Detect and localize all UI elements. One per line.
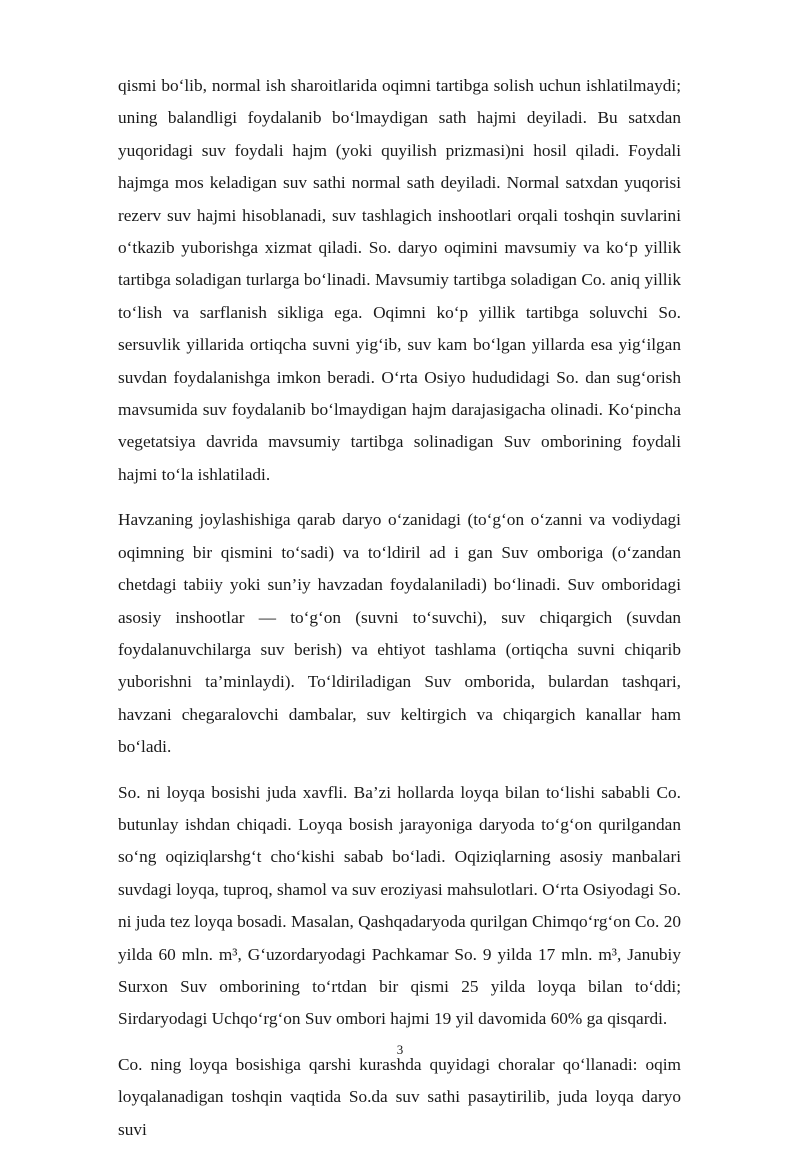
paragraph-1: qismi boʻlib, normal ish sharoitlarida oqimni tartibga solish uchun ishlatilmaydi; uning balandligi foydalanib boʻlmaydigan sath hajmi deyiladi. Bu satxdan yuqoridagi suv foydali hajm (yoki quyilish prizmasi)ni hosil qiladi. Foydali hajmga mos keladigan suv sathi normal sath deyiladi. Normal satxdan yuqorisi rezerv suv hajmi hisoblanadi, suv tashlagich inshootlari orqali toshqin suvlarini oʻtkazib yuborishga xizmat qiladi. So. daryo oqimini mavsumiy va koʻp yillik tartibga soladigan turlarga boʻlinadi. Mavsumiy tartibga soladigan Co. aniq yillik toʻlish va sarflanish sikliga ega. Oqimni koʻp yillik tartibga soluvchi So. sersuvlik yillarida ortiqcha suvni yigʻib, suv kam boʻlgan yillarda esa yigʻilgan suvdan foydalanishga imkon beradi. Oʻrta Osiyo hududidagi So. dan sugʻorish mavsumida suv foydalanib boʻlmaydigan hajm darajasigacha olinadi. Koʻpincha vegetatsiya davrida mavsumiy tartibga solinadigan Suv omborining foydali hajmi toʻla ishlatiladi.	[118, 76, 681, 484]
paragraph-4: Co. ning loyqa bosishiga qarshi kurashda quyidagi choralar qoʻllanadi: oqim loyqalanadigan toshqin vaqtida So.da suv sathi pasaytirilib, juda loyqa daryo suvi	[118, 1054, 681, 1139]
page-number: 3	[396, 1042, 404, 1057]
document-body	[118, 70, 681, 1159]
paragraph-2: Havzaning joylashishiga qarab daryo oʻzanidagi (toʻgʻon oʻzanni va vodiydagi oqimning bir qismini toʻsadi) va toʻldiril ad i gan Suv omboriga (oʻzandan chetdagi tabiiy yoki sun’iy havzadan foydalaniladi) boʻlinadi. Suv omboridagi asosiy inshootlar — toʻgʻon (suvni toʻsuvchi), suv chiqargich (suvdan foydalanuvchilarga suv berish) va ehtiyot tashlama (ortiqcha suvni chiqarib yuborishni ta’minlaydi). Toʻldiriladigan Suv omborida, bulardan tashqari, havzani chegaralovchi dambalar, suv keltirgich va chiqargich kanallar ham boʻladi.	[118, 510, 681, 757]
paragraph-3: So. ni loyqa bosishi juda xavfli. Ba’zi hollarda loyqa bilan toʻlishi sababli Co. butunlay ishdan chiqadi. Loyqa bosish jarayoniga daryoda toʻgʻon qurilgandan soʻng oqiziqlarshgʻt choʻkishi sabab boʻladi. Oqiziqlarning asosiy manbalari suvdagi loyqa, tuproq, shamol va suv eroziyasi mahsulotlari. Oʻrta Osiyodagi So. ni juda tez loyqa bosadi. Masalan, Qashqadaryoda qurilgan Chimqoʻrgʻon Co. 20 yilda 60 mln. m³, Gʻuzordaryodagi Pachkamar So. 9 yilda 17 mln. m³, Janubiy Surxon Suv omborining toʻrtdan bir qismi 25 yilda loyqa bilan toʻddi; Sirdaryodagi Uchqoʻrgʻon Suv ombori hajmi 19 yil davomida 60% ga qisqardi.	[118, 782, 681, 1029]
